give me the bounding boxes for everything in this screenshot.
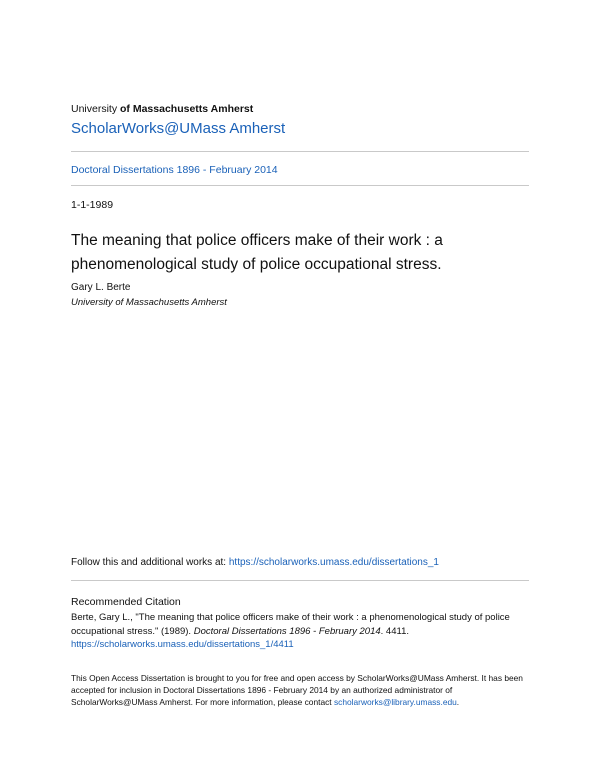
- collection-link[interactable]: Doctoral Dissertations 1896 - February 2014: [71, 164, 278, 176]
- header-divider: [71, 151, 529, 152]
- author-affiliation: University of Massachusetts Amherst: [71, 297, 227, 308]
- repository-link[interactable]: ScholarWorks@UMass Amherst: [71, 120, 286, 137]
- contact-email-link[interactable]: scholarworks@library.umass.edu: [333, 697, 457, 707]
- citation-body: [71, 611, 531, 652]
- institution-line: [71, 103, 531, 115]
- citation-text: Berte, Gary L., "The meaning that police officers make of their work : a phenomenological study of police occupational stress." (1989).: [71, 612, 510, 637]
- author-name: Gary L. Berte: [71, 282, 131, 293]
- collection-divider: [71, 185, 529, 186]
- publication-date: 1-1-1989: [71, 199, 114, 211]
- follow-divider: [71, 580, 529, 581]
- citation-url[interactable]: https://scholarworks.umass.edu/dissertations_1/4411: [71, 639, 294, 650]
- open-access-end: .: [456, 697, 460, 707]
- institution-of: of: [120, 103, 133, 115]
- citation-heading: Recommended Citation: [71, 596, 181, 608]
- citation-collection: Doctoral Dissertations 1896 - February 2014: [193, 625, 381, 637]
- open-access-text: This Open Access Dissertation is brought to you for free and open access by ScholarWorks@UMass Amherst. It has been accepted for inclusion in Doctoral Dissertations 1896 - February 2014 by an authorized administrator of ScholarWorks@UMass Amherst. For more information, please contact: [71, 673, 523, 707]
- follow-text: Follow this and additional works at:: [71, 557, 229, 568]
- institution-name: Massachusetts Amherst: [132, 103, 254, 115]
- citation-number: . 4411.: [380, 625, 410, 637]
- open-access-statement: [71, 672, 531, 708]
- dissertation-title: The meaning that police officers make of their work : a phenomenological study of police occupational stress.: [71, 232, 443, 273]
- institution-prefix: University: [71, 103, 121, 115]
- follow-line: [71, 557, 531, 568]
- follow-link[interactable]: https://scholarworks.umass.edu/dissertations_1: [228, 557, 439, 568]
